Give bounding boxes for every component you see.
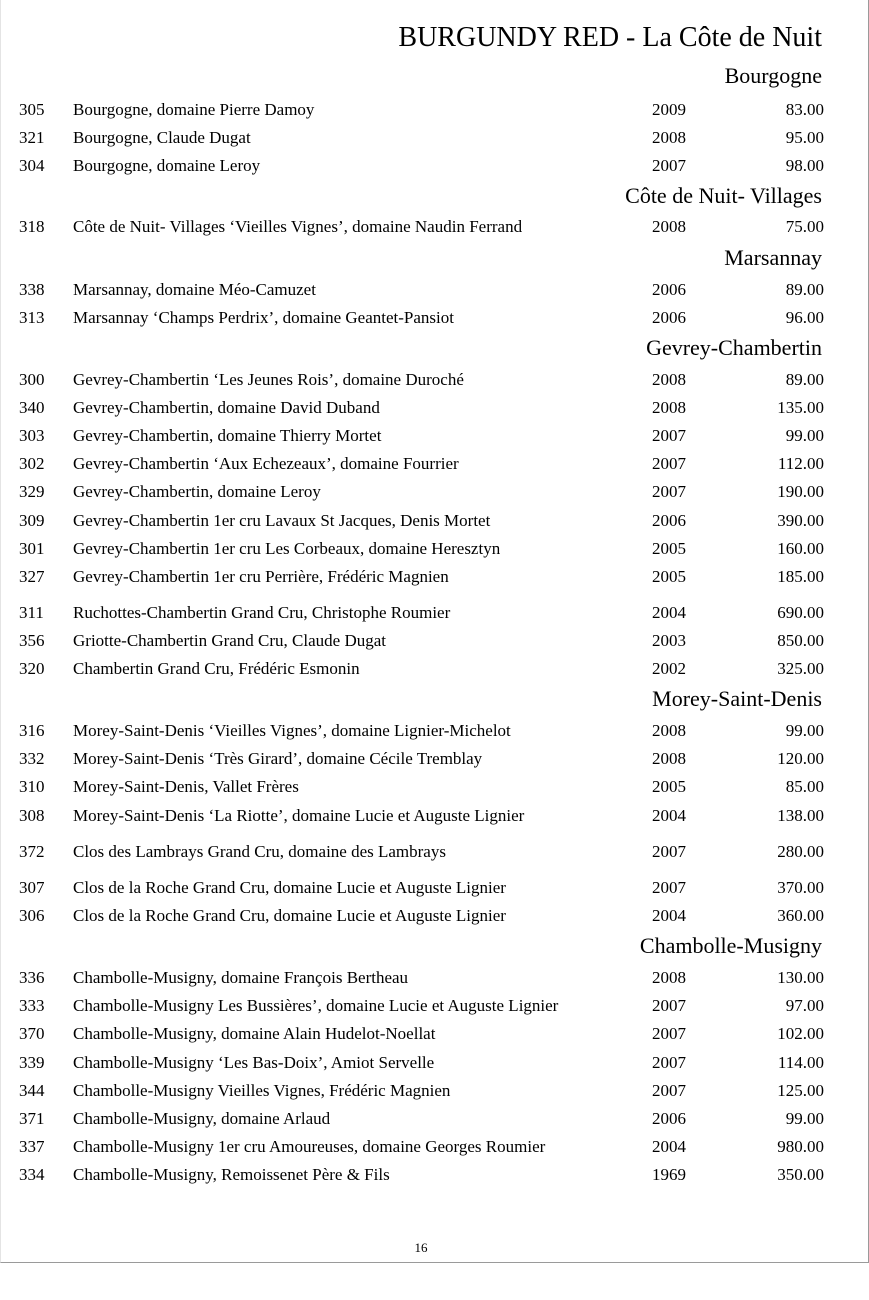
wine-number: 337 bbox=[19, 1137, 45, 1156]
wine-number: 305 bbox=[19, 100, 45, 119]
wine-number: 321 bbox=[19, 128, 45, 147]
wine-name: Marsannay, domaine Méo-Camuzet bbox=[73, 280, 316, 299]
wine-price: 83.00 bbox=[785, 100, 824, 119]
wine-name: Bourgogne, domaine Pierre Damoy bbox=[73, 100, 315, 119]
wine-price: 120.00 bbox=[777, 749, 824, 768]
wine-row bbox=[1, 451, 869, 477]
wine-row bbox=[1, 125, 869, 151]
wine-row bbox=[1, 367, 869, 393]
wine-number: 329 bbox=[19, 482, 45, 501]
wine-row bbox=[1, 277, 869, 303]
wine-row bbox=[1, 1078, 869, 1104]
wine-row bbox=[1, 214, 869, 240]
wine-price: 850.00 bbox=[777, 631, 824, 650]
wine-row bbox=[1, 656, 869, 682]
page-number: 16 bbox=[414, 1240, 428, 1255]
region-heading-marsannay: Marsannay bbox=[724, 245, 822, 270]
wine-price: 85.00 bbox=[785, 777, 824, 796]
wine-name: Morey-Saint-Denis ‘Vieilles Vignes’, domaine Lignier-Michelot bbox=[73, 721, 511, 740]
wine-vintage: 2008 bbox=[652, 398, 686, 417]
wine-vintage: 2007 bbox=[652, 842, 686, 861]
wine-name: Chambertin Grand Cru, Frédéric Esmonin bbox=[73, 659, 360, 678]
wine-name: Chambolle-Musigny, Remoissenet Père & Fils bbox=[73, 1165, 390, 1184]
wine-number: 333 bbox=[19, 996, 45, 1015]
wine-price: 185.00 bbox=[777, 567, 824, 586]
wine-vintage: 2009 bbox=[652, 100, 686, 119]
wine-price: 980.00 bbox=[777, 1137, 824, 1156]
wine-row bbox=[1, 993, 869, 1019]
wine-number: 372 bbox=[19, 842, 45, 861]
wine-name: Chambolle-Musigny ‘Les Bas-Doix’, Amiot Servelle bbox=[73, 1053, 435, 1072]
wine-number: 301 bbox=[19, 539, 45, 558]
wine-price: 95.00 bbox=[785, 128, 824, 147]
wine-price: 75.00 bbox=[785, 217, 824, 236]
wine-price: 160.00 bbox=[777, 539, 824, 558]
wine-vintage: 2005 bbox=[652, 567, 686, 586]
wine-name: Chambolle-Musigny Les Bussières’, domaine Lucie et Auguste Lignier bbox=[73, 996, 559, 1015]
wine-vintage: 2007 bbox=[652, 482, 686, 501]
wine-vintage: 2004 bbox=[652, 806, 686, 825]
wine-vintage: 2004 bbox=[652, 603, 686, 622]
wine-number: 309 bbox=[19, 511, 45, 530]
wine-vintage: 2005 bbox=[652, 777, 686, 796]
wine-price: 390.00 bbox=[777, 511, 824, 530]
wine-price: 99.00 bbox=[785, 721, 824, 740]
wine-number: 332 bbox=[19, 749, 45, 768]
wine-number: 307 bbox=[19, 878, 45, 897]
wine-vintage: 2006 bbox=[652, 1109, 686, 1128]
wine-row bbox=[1, 1021, 869, 1047]
region-heading-cote-de-nuit-villages: Côte de Nuit- Villages bbox=[625, 183, 822, 208]
wine-name: Morey-Saint-Denis, Vallet Frères bbox=[73, 777, 299, 796]
wine-name: Chambolle-Musigny Vieilles Vignes, Frédéric Magnien bbox=[73, 1081, 451, 1100]
wine-vintage: 2007 bbox=[652, 156, 686, 175]
wine-name: Marsannay ‘Champs Perdrix’, domaine Geantet-Pansiot bbox=[73, 308, 454, 327]
wine-name: Gevrey-Chambertin, domaine Leroy bbox=[73, 482, 321, 501]
wine-price: 97.00 bbox=[785, 996, 824, 1015]
wine-price: 102.00 bbox=[777, 1024, 824, 1043]
wine-name: Gevrey-Chambertin 1er cru Lavaux St Jacques, Denis Mortet bbox=[73, 511, 491, 530]
wine-row bbox=[1, 508, 869, 534]
wine-vintage: 2008 bbox=[652, 370, 686, 389]
wine-name: Gevrey-Chambertin ‘Les Jeunes Rois’, domaine Duroché bbox=[73, 370, 464, 389]
wine-price: 99.00 bbox=[785, 1109, 824, 1128]
wine-price: 190.00 bbox=[777, 482, 824, 501]
wine-row bbox=[1, 903, 869, 929]
wine-name: Griotte-Chambertin Grand Cru, Claude Dugat bbox=[73, 631, 387, 650]
wine-row bbox=[1, 1106, 869, 1132]
wine-price: 690.00 bbox=[777, 603, 824, 622]
wine-row bbox=[1, 1050, 869, 1076]
wine-number: 308 bbox=[19, 806, 45, 825]
wine-name: Gevrey-Chambertin, domaine Thierry Mortet bbox=[73, 426, 382, 445]
wine-vintage: 2006 bbox=[652, 511, 686, 530]
region-heading-bourgogne: Bourgogne bbox=[724, 63, 822, 88]
wine-row bbox=[1, 600, 869, 626]
wine-vintage: 2007 bbox=[652, 996, 686, 1015]
wine-name: Morey-Saint-Denis ‘Très Girard’, domaine Cécile Tremblay bbox=[73, 749, 483, 768]
wine-name: Chambolle-Musigny, domaine François Bertheau bbox=[73, 968, 409, 987]
wine-row bbox=[1, 1134, 869, 1160]
wine-number: 300 bbox=[19, 370, 45, 389]
wine-number: 356 bbox=[19, 631, 45, 650]
wine-price: 360.00 bbox=[777, 906, 824, 925]
wine-number: 371 bbox=[19, 1109, 45, 1128]
wine-row bbox=[1, 746, 869, 772]
wine-vintage: 2007 bbox=[652, 1024, 686, 1043]
wine-vintage: 2008 bbox=[652, 721, 686, 740]
wine-row bbox=[1, 839, 869, 865]
wine-number: 327 bbox=[19, 567, 45, 586]
wine-price: 98.00 bbox=[785, 156, 824, 175]
wine-price: 350.00 bbox=[777, 1165, 824, 1184]
wine-number: 338 bbox=[19, 280, 45, 299]
wine-price: 114.00 bbox=[777, 1053, 824, 1072]
wine-row bbox=[1, 564, 869, 590]
wine-name: Gevrey-Chambertin 1er cru Perrière, Frédéric Magnien bbox=[73, 567, 449, 586]
wine-vintage: 2006 bbox=[652, 308, 686, 327]
wine-row bbox=[1, 628, 869, 654]
wine-row bbox=[1, 479, 869, 505]
wine-vintage: 2008 bbox=[652, 749, 686, 768]
wine-row bbox=[1, 965, 869, 991]
wine-name: Ruchottes-Chambertin Grand Cru, Christophe Roumier bbox=[73, 603, 451, 622]
wine-vintage: 2007 bbox=[652, 878, 686, 897]
wine-number: 334 bbox=[19, 1165, 45, 1184]
wine-price: 89.00 bbox=[785, 280, 824, 299]
wine-row bbox=[1, 536, 869, 562]
wine-row bbox=[1, 423, 869, 449]
wine-vintage: 2005 bbox=[652, 539, 686, 558]
wine-price: 112.00 bbox=[777, 454, 824, 473]
wine-name: Bourgogne, domaine Leroy bbox=[73, 156, 261, 175]
wine-vintage: 1969 bbox=[652, 1165, 686, 1184]
wine-row bbox=[1, 774, 869, 800]
wine-name: Clos des Lambrays Grand Cru, domaine des Lambrays bbox=[73, 842, 446, 861]
wine-name: Gevrey-Chambertin, domaine David Duband bbox=[73, 398, 380, 417]
wine-vintage: 2004 bbox=[652, 1137, 686, 1156]
wine-name: Chambolle-Musigny, domaine Alain Hudelot-Noellat bbox=[73, 1024, 436, 1043]
wine-number: 318 bbox=[19, 217, 45, 236]
wine-row bbox=[1, 305, 869, 331]
wine-name: Chambolle-Musigny, domaine Arlaud bbox=[73, 1109, 331, 1128]
wine-price: 135.00 bbox=[777, 398, 824, 417]
wine-vintage: 2007 bbox=[652, 1053, 686, 1072]
wine-vintage: 2003 bbox=[652, 631, 686, 650]
wine-vintage: 2008 bbox=[652, 968, 686, 987]
region-heading-morey-saint-denis: Morey-Saint-Denis bbox=[652, 686, 822, 711]
wine-price: 125.00 bbox=[777, 1081, 824, 1100]
wine-price: 99.00 bbox=[785, 426, 824, 445]
wine-name: Clos de la Roche Grand Cru, domaine Lucie et Auguste Lignier bbox=[73, 906, 506, 925]
region-heading-gevrey-chambertin: Gevrey-Chambertin bbox=[646, 335, 822, 360]
wine-price: 138.00 bbox=[777, 806, 824, 825]
wine-number: 316 bbox=[19, 721, 45, 740]
wine-price: 96.00 bbox=[785, 308, 824, 327]
wine-number: 311 bbox=[19, 603, 44, 622]
wine-price: 325.00 bbox=[777, 659, 824, 678]
wine-name: Gevrey-Chambertin ‘Aux Echezeaux’, domaine Fourrier bbox=[73, 454, 459, 473]
wine-name: Bourgogne, Claude Dugat bbox=[73, 128, 251, 147]
wine-number: 302 bbox=[19, 454, 45, 473]
wine-price: 130.00 bbox=[777, 968, 824, 987]
wine-number: 340 bbox=[19, 398, 45, 417]
wine-vintage: 2002 bbox=[652, 659, 686, 678]
wine-number: 320 bbox=[19, 659, 45, 678]
wine-vintage: 2008 bbox=[652, 217, 686, 236]
wine-number: 310 bbox=[19, 777, 45, 796]
wine-vintage: 2008 bbox=[652, 128, 686, 147]
wine-number: 339 bbox=[19, 1053, 45, 1072]
wine-name: Clos de la Roche Grand Cru, domaine Lucie et Auguste Lignier bbox=[73, 878, 506, 897]
wine-number: 304 bbox=[19, 156, 45, 175]
wine-name: Chambolle-Musigny 1er cru Amoureuses, domaine Georges Roumier bbox=[73, 1137, 546, 1156]
wine-name: Côte de Nuit- Villages ‘Vieilles Vignes’, domaine Naudin Ferrand bbox=[73, 217, 523, 236]
wine-number: 344 bbox=[19, 1081, 45, 1100]
wine-name: Gevrey-Chambertin 1er cru Les Corbeaux, domaine Heresztyn bbox=[73, 539, 501, 558]
page-title: BURGUNDY RED - La Côte de Nuit bbox=[398, 22, 822, 53]
wine-row bbox=[1, 153, 869, 179]
wine-row bbox=[1, 97, 869, 123]
wine-vintage: 2006 bbox=[652, 280, 686, 299]
wine-price: 370.00 bbox=[777, 878, 824, 897]
wine-vintage: 2007 bbox=[652, 1081, 686, 1100]
wine-number: 370 bbox=[19, 1024, 45, 1043]
wine-row bbox=[1, 803, 869, 829]
wine-number: 306 bbox=[19, 906, 45, 925]
wine-vintage: 2004 bbox=[652, 906, 686, 925]
wine-vintage: 2007 bbox=[652, 454, 686, 473]
wine-name: Morey-Saint-Denis ‘La Riotte’, domaine Lucie et Auguste Lignier bbox=[73, 806, 525, 825]
wine-number: 336 bbox=[19, 968, 45, 987]
wine-row bbox=[1, 718, 869, 744]
region-heading-chambolle-musigny: Chambolle-Musigny bbox=[639, 933, 822, 958]
wine-price: 280.00 bbox=[777, 842, 824, 861]
wine-row bbox=[1, 395, 869, 421]
wine-vintage: 2007 bbox=[652, 426, 686, 445]
wine-row bbox=[1, 875, 869, 901]
wine-row bbox=[1, 1162, 869, 1188]
wine-number: 303 bbox=[19, 426, 45, 445]
wine-number: 313 bbox=[19, 308, 45, 327]
wine-price: 89.00 bbox=[785, 370, 824, 389]
